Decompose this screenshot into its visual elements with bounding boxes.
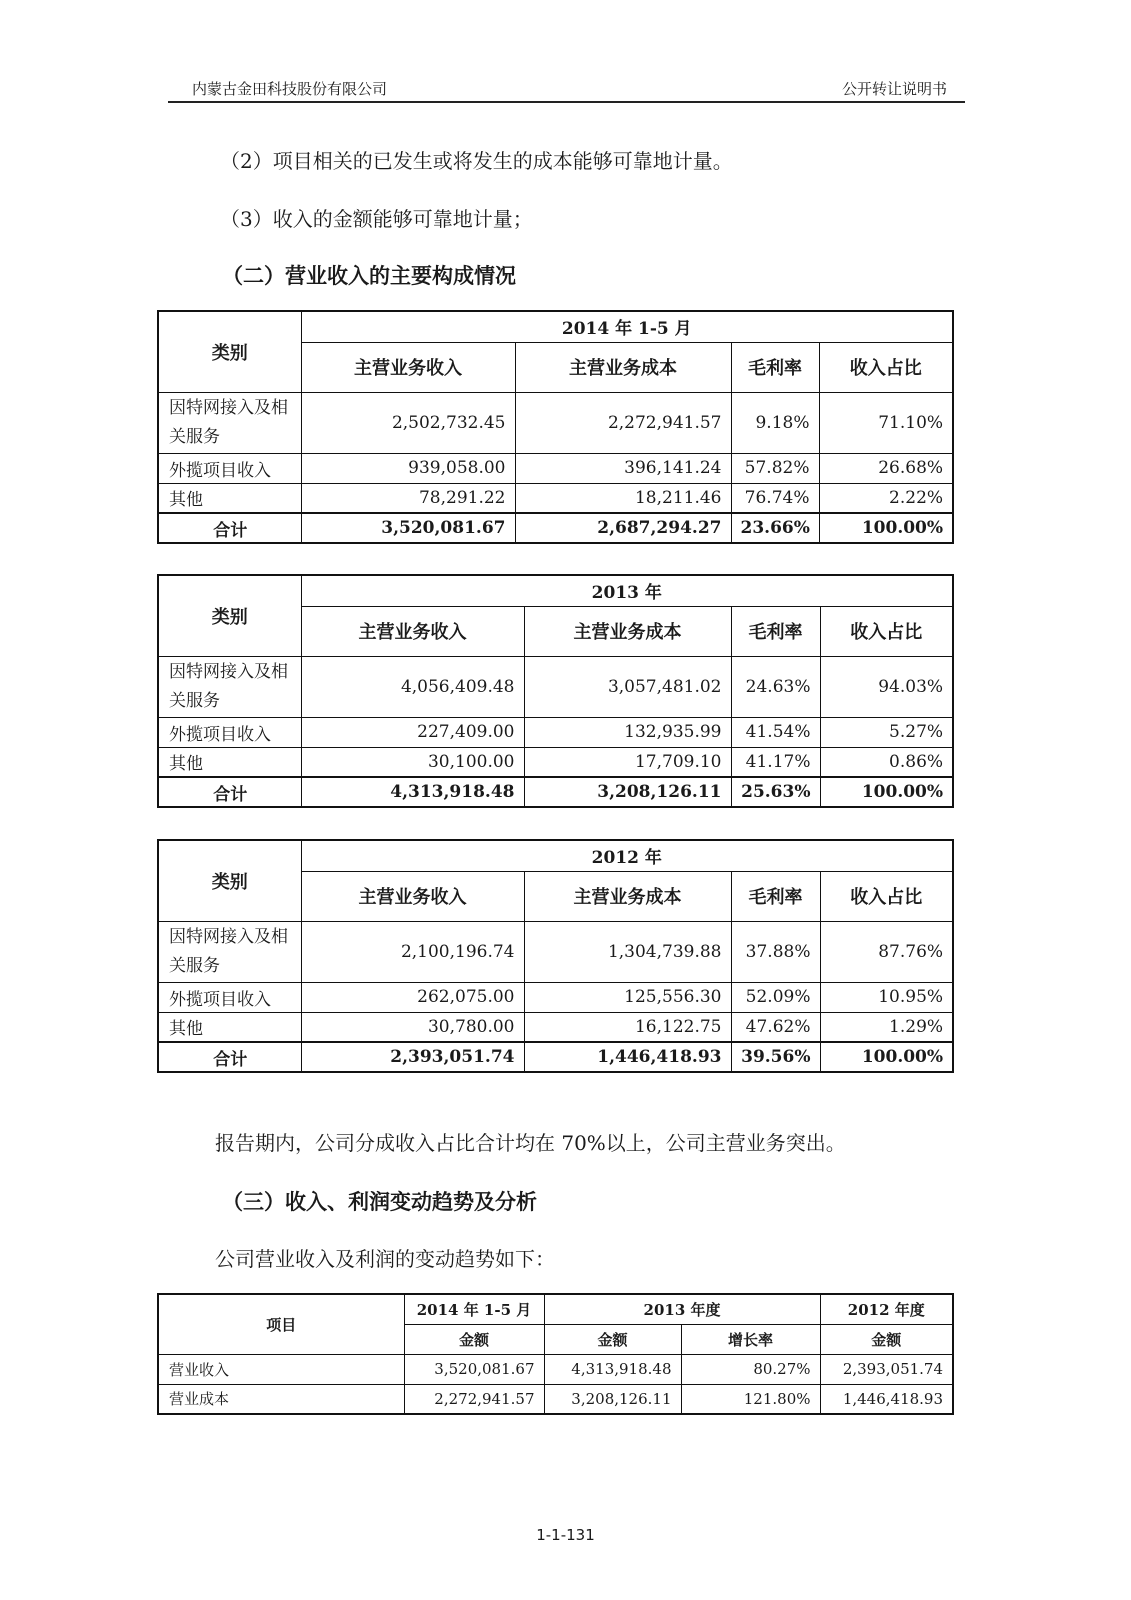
row-margin: 9.18% bbox=[731, 392, 819, 453]
row-amount-2012: 2,393,051.74 bbox=[820, 1354, 953, 1384]
sub-header-amount: 金额 bbox=[544, 1324, 681, 1354]
period-header-2013: 2013 年度 bbox=[544, 1294, 820, 1324]
category-header: 类别 bbox=[158, 311, 301, 392]
column-header-revenue: 主营业务收入 bbox=[301, 606, 524, 656]
period-header: 2012 年 bbox=[301, 840, 953, 871]
row-revenue: 30,780.00 bbox=[301, 1012, 524, 1042]
sub-header-growth: 增长率 bbox=[681, 1324, 820, 1354]
table-row bbox=[158, 921, 953, 982]
row-cost: 3,057,481.02 bbox=[524, 656, 731, 717]
period-header: 2013 年 bbox=[301, 575, 953, 606]
row-category: 外揽项目收入 bbox=[158, 982, 301, 1012]
row-category: 其他 bbox=[158, 747, 301, 777]
total-margin: 39.56% bbox=[731, 1042, 820, 1072]
row-amount-2013: 3,208,126.11 bbox=[544, 1384, 681, 1414]
column-header-cost: 主营业务成本 bbox=[515, 342, 731, 392]
total-margin: 23.66% bbox=[731, 513, 819, 543]
paragraph-condition-2: （2）项目相关的已发生或将发生的成本能够可靠地计量。 bbox=[220, 149, 733, 173]
row-margin: 57.82% bbox=[731, 453, 819, 483]
total-share: 100.00% bbox=[820, 777, 953, 807]
table-row bbox=[158, 717, 953, 747]
row-revenue: 4,056,409.48 bbox=[301, 656, 524, 717]
row-amount-2012: 1,446,418.93 bbox=[820, 1384, 953, 1414]
column-header-cost: 主营业务成本 bbox=[524, 606, 731, 656]
row-share: 0.86% bbox=[820, 747, 953, 777]
category-header: 类别 bbox=[158, 575, 301, 656]
section-heading-trend-analysis: （三）收入、利润变动趋势及分析 bbox=[222, 1189, 537, 1214]
row-share: 94.03% bbox=[820, 656, 953, 717]
total-cost: 3,208,126.11 bbox=[524, 777, 731, 807]
row-category: 因特网接入及相关服务 bbox=[158, 656, 301, 717]
total-row bbox=[158, 513, 953, 543]
table-row bbox=[158, 982, 953, 1012]
paragraph-trend-intro: 公司营业收入及利润的变动趋势如下： bbox=[215, 1247, 555, 1271]
row-share: 26.68% bbox=[819, 453, 953, 483]
row-margin: 24.63% bbox=[731, 656, 820, 717]
total-label: 合计 bbox=[158, 777, 301, 807]
table-row bbox=[158, 1012, 953, 1042]
total-row bbox=[158, 777, 953, 807]
row-share: 87.76% bbox=[820, 921, 953, 982]
row-item: 营业成本 bbox=[158, 1384, 404, 1414]
table-row bbox=[158, 1354, 953, 1384]
page-number: 1-1-131 bbox=[536, 1526, 595, 1544]
row-growth: 80.27% bbox=[681, 1354, 820, 1384]
composition-table-2013 bbox=[157, 574, 954, 808]
item-header: 项目 bbox=[158, 1294, 404, 1354]
column-header-cost: 主营业务成本 bbox=[524, 871, 731, 921]
table-row bbox=[158, 656, 953, 717]
table-row bbox=[158, 483, 953, 513]
row-margin: 41.54% bbox=[731, 717, 820, 747]
sub-header-amount: 金额 bbox=[404, 1324, 544, 1354]
total-share: 100.00% bbox=[820, 1042, 953, 1072]
row-category: 因特网接入及相关服务 bbox=[158, 392, 301, 453]
row-margin: 76.74% bbox=[731, 483, 819, 513]
row-cost: 16,122.75 bbox=[524, 1012, 731, 1042]
composition-table-2014 bbox=[157, 310, 954, 544]
row-cost: 2,272,941.57 bbox=[515, 392, 731, 453]
row-share: 10.95% bbox=[820, 982, 953, 1012]
table-row bbox=[158, 392, 953, 453]
row-revenue: 2,100,196.74 bbox=[301, 921, 524, 982]
header-document-title: 公开转让说明书 bbox=[841, 80, 947, 98]
total-margin: 25.63% bbox=[731, 777, 820, 807]
row-share: 2.22% bbox=[819, 483, 953, 513]
table-row bbox=[158, 1384, 953, 1414]
table-row bbox=[158, 747, 953, 777]
row-revenue: 227,409.00 bbox=[301, 717, 524, 747]
row-revenue: 2,502,732.45 bbox=[301, 392, 515, 453]
row-cost: 1,304,739.88 bbox=[524, 921, 731, 982]
total-revenue: 4,313,918.48 bbox=[301, 777, 524, 807]
row-margin: 41.17% bbox=[731, 747, 820, 777]
column-header-margin: 毛利率 bbox=[731, 342, 819, 392]
row-share: 1.29% bbox=[820, 1012, 953, 1042]
period-header: 2014 年 1-5 月 bbox=[301, 311, 953, 342]
row-margin: 37.88% bbox=[731, 921, 820, 982]
column-header-share: 收入占比 bbox=[819, 342, 953, 392]
composition-table-2012 bbox=[157, 839, 954, 1073]
row-cost: 17,709.10 bbox=[524, 747, 731, 777]
row-revenue: 939,058.00 bbox=[301, 453, 515, 483]
row-category: 外揽项目收入 bbox=[158, 453, 301, 483]
total-label: 合计 bbox=[158, 1042, 301, 1072]
row-growth: 121.80% bbox=[681, 1384, 820, 1414]
row-margin: 52.09% bbox=[731, 982, 820, 1012]
row-category: 其他 bbox=[158, 1012, 301, 1042]
paragraph-condition-3: （3）收入的金额能够可靠地计量； bbox=[220, 207, 533, 231]
row-margin: 47.62% bbox=[731, 1012, 820, 1042]
row-share: 71.10% bbox=[819, 392, 953, 453]
row-amount-2013: 4,313,918.48 bbox=[544, 1354, 681, 1384]
row-category: 外揽项目收入 bbox=[158, 717, 301, 747]
category-header: 类别 bbox=[158, 840, 301, 921]
column-header-share: 收入占比 bbox=[820, 606, 953, 656]
column-header-share: 收入占比 bbox=[820, 871, 953, 921]
total-revenue: 2,393,051.74 bbox=[301, 1042, 524, 1072]
row-category: 因特网接入及相关服务 bbox=[158, 921, 301, 982]
row-amount-2014: 3,520,081.67 bbox=[404, 1354, 544, 1384]
total-label: 合计 bbox=[158, 513, 301, 543]
total-row bbox=[158, 1042, 953, 1072]
row-revenue: 78,291.22 bbox=[301, 483, 515, 513]
row-revenue: 30,100.00 bbox=[301, 747, 524, 777]
row-amount-2014: 2,272,941.57 bbox=[404, 1384, 544, 1414]
row-item: 营业收入 bbox=[158, 1354, 404, 1384]
column-header-revenue: 主营业务收入 bbox=[301, 871, 524, 921]
total-share: 100.00% bbox=[819, 513, 953, 543]
row-cost: 396,141.24 bbox=[515, 453, 731, 483]
total-cost: 2,687,294.27 bbox=[515, 513, 731, 543]
column-header-margin: 毛利率 bbox=[731, 871, 820, 921]
row-cost: 125,556.30 bbox=[524, 982, 731, 1012]
period-header-2014: 2014 年 1-5 月 bbox=[404, 1294, 544, 1324]
table-row bbox=[158, 453, 953, 483]
column-header-revenue: 主营业务收入 bbox=[301, 342, 515, 392]
period-header-2012: 2012 年度 bbox=[820, 1294, 953, 1324]
column-header-margin: 毛利率 bbox=[731, 606, 820, 656]
row-revenue: 262,075.00 bbox=[301, 982, 524, 1012]
header-company-name: 内蒙古金田科技股份有限公司 bbox=[192, 80, 388, 98]
section-heading-revenue-composition: （二）营业收入的主要构成情况 bbox=[222, 263, 516, 288]
total-cost: 1,446,418.93 bbox=[524, 1042, 731, 1072]
row-category: 其他 bbox=[158, 483, 301, 513]
header-divider bbox=[168, 101, 965, 103]
row-share: 5.27% bbox=[820, 717, 953, 747]
row-cost: 18,211.46 bbox=[515, 483, 731, 513]
sub-header-amount: 金额 bbox=[820, 1324, 953, 1354]
total-revenue: 3,520,081.67 bbox=[301, 513, 515, 543]
row-cost: 132,935.99 bbox=[524, 717, 731, 747]
paragraph-summary: 报告期内，公司分成收入占比合计均在 70%以上，公司主营业务突出。 bbox=[215, 1131, 846, 1155]
revenue-trend-table bbox=[157, 1293, 954, 1415]
